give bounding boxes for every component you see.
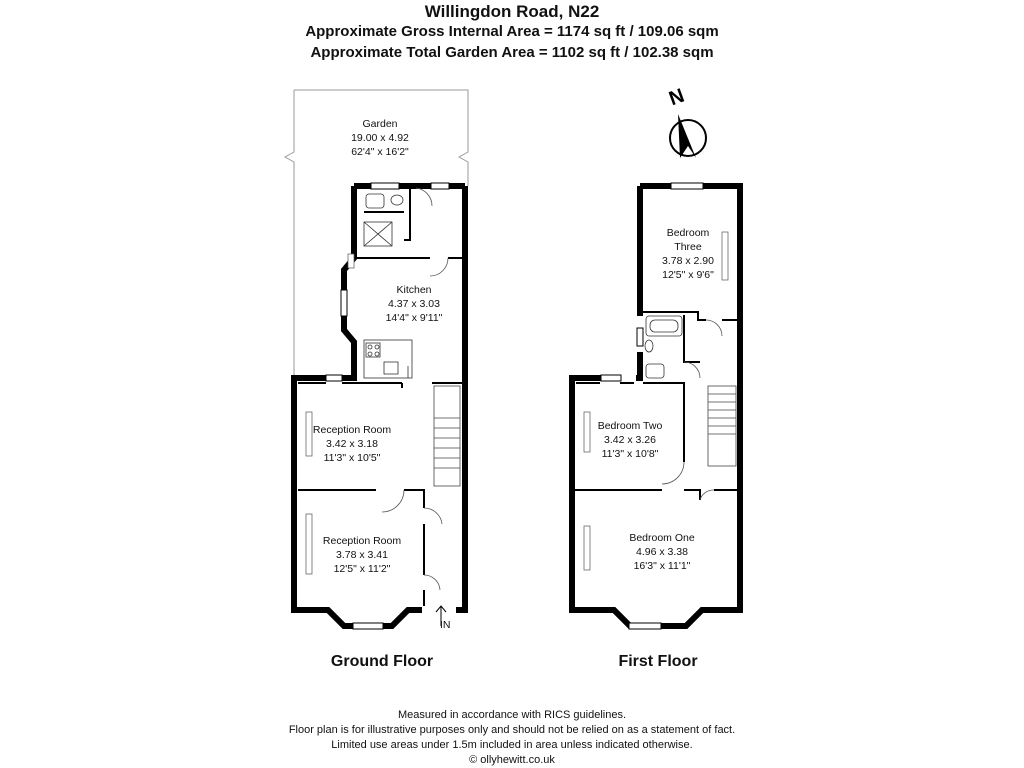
room-metric: 3.42 x 3.18 <box>326 438 378 450</box>
room-bedroom-two <box>598 420 663 460</box>
room-metric: 19.00 x 4.92 <box>351 132 409 144</box>
room-name: Bedroom Two <box>597 420 663 432</box>
ground-floor-plan <box>285 90 468 670</box>
first-floor-radiators <box>584 232 728 570</box>
first-floor-label: First Floor <box>618 653 698 670</box>
footer-rics-note: Measured in accordance with RICS guidelines. <box>397 709 627 721</box>
ground-floor-stairs <box>434 386 460 486</box>
room-bedroom-three <box>662 227 714 281</box>
compass-north-label: N <box>666 84 688 111</box>
room-reception-front <box>323 535 401 575</box>
room-imperial: 11'3" x 10'5" <box>323 452 381 464</box>
first-floor-bathroom-fixtures <box>645 316 682 378</box>
room-imperial: 12'5" x 11'2" <box>333 563 391 575</box>
room-name: Reception Room <box>322 535 402 547</box>
property-address: Willingdon Road, N22 <box>424 2 600 21</box>
ground-floor-doors <box>382 188 448 590</box>
first-floor-stairs <box>708 386 736 466</box>
room-garden <box>351 118 409 158</box>
room-name: Bedroom One <box>629 532 695 544</box>
ground-floor-label: Ground Floor <box>330 653 434 670</box>
entrance-label: IN <box>440 619 451 631</box>
north-compass-icon <box>666 85 706 158</box>
room-metric: 4.37 x 3.03 <box>388 298 440 310</box>
room-imperial: 62'4" x 16'2" <box>351 146 409 158</box>
room-imperial: 11'3" x 10'8" <box>601 448 659 460</box>
room-metric: 3.42 x 3.26 <box>604 434 656 446</box>
gross-internal-area: Approximate Gross Internal Area = 1174 sq ft / 109.06 sqm <box>305 23 719 40</box>
ground-floor-bathroom-fixtures <box>364 194 403 246</box>
room-name-line2: Three <box>674 241 702 253</box>
first-floor-plan <box>572 183 740 670</box>
room-reception-back <box>313 424 391 464</box>
footer-limited-use: Limited use areas under 1.5m included in area unless indicated otherwise. <box>331 739 693 751</box>
footer-disclaimer: Floor plan is for illustrative purposes only and should not be relied on as a statement of fact. <box>288 724 736 736</box>
room-name-line1: Bedroom <box>666 227 710 239</box>
room-name: Garden <box>362 118 398 130</box>
total-garden-area: Approximate Total Garden Area = 1102 sq ft / 102.38 sqm <box>310 44 714 61</box>
first-floor-interior-walls <box>575 312 737 500</box>
room-name: Reception Room <box>312 424 392 436</box>
kitchen-units <box>364 340 412 378</box>
room-imperial: 12'5" x 9'6" <box>662 269 714 281</box>
room-metric: 4.96 x 3.38 <box>636 546 688 558</box>
room-bedroom-one <box>629 532 695 572</box>
room-imperial: 16'3" x 11'1" <box>633 560 691 572</box>
footer-credit: © ollyhewitt.co.uk <box>469 754 555 766</box>
room-imperial: 14'4" x 9'11" <box>385 312 443 324</box>
room-name: Kitchen <box>396 284 432 296</box>
room-metric: 3.78 x 2.90 <box>662 255 714 267</box>
room-kitchen <box>386 284 443 324</box>
room-metric: 3.78 x 3.41 <box>336 549 388 561</box>
